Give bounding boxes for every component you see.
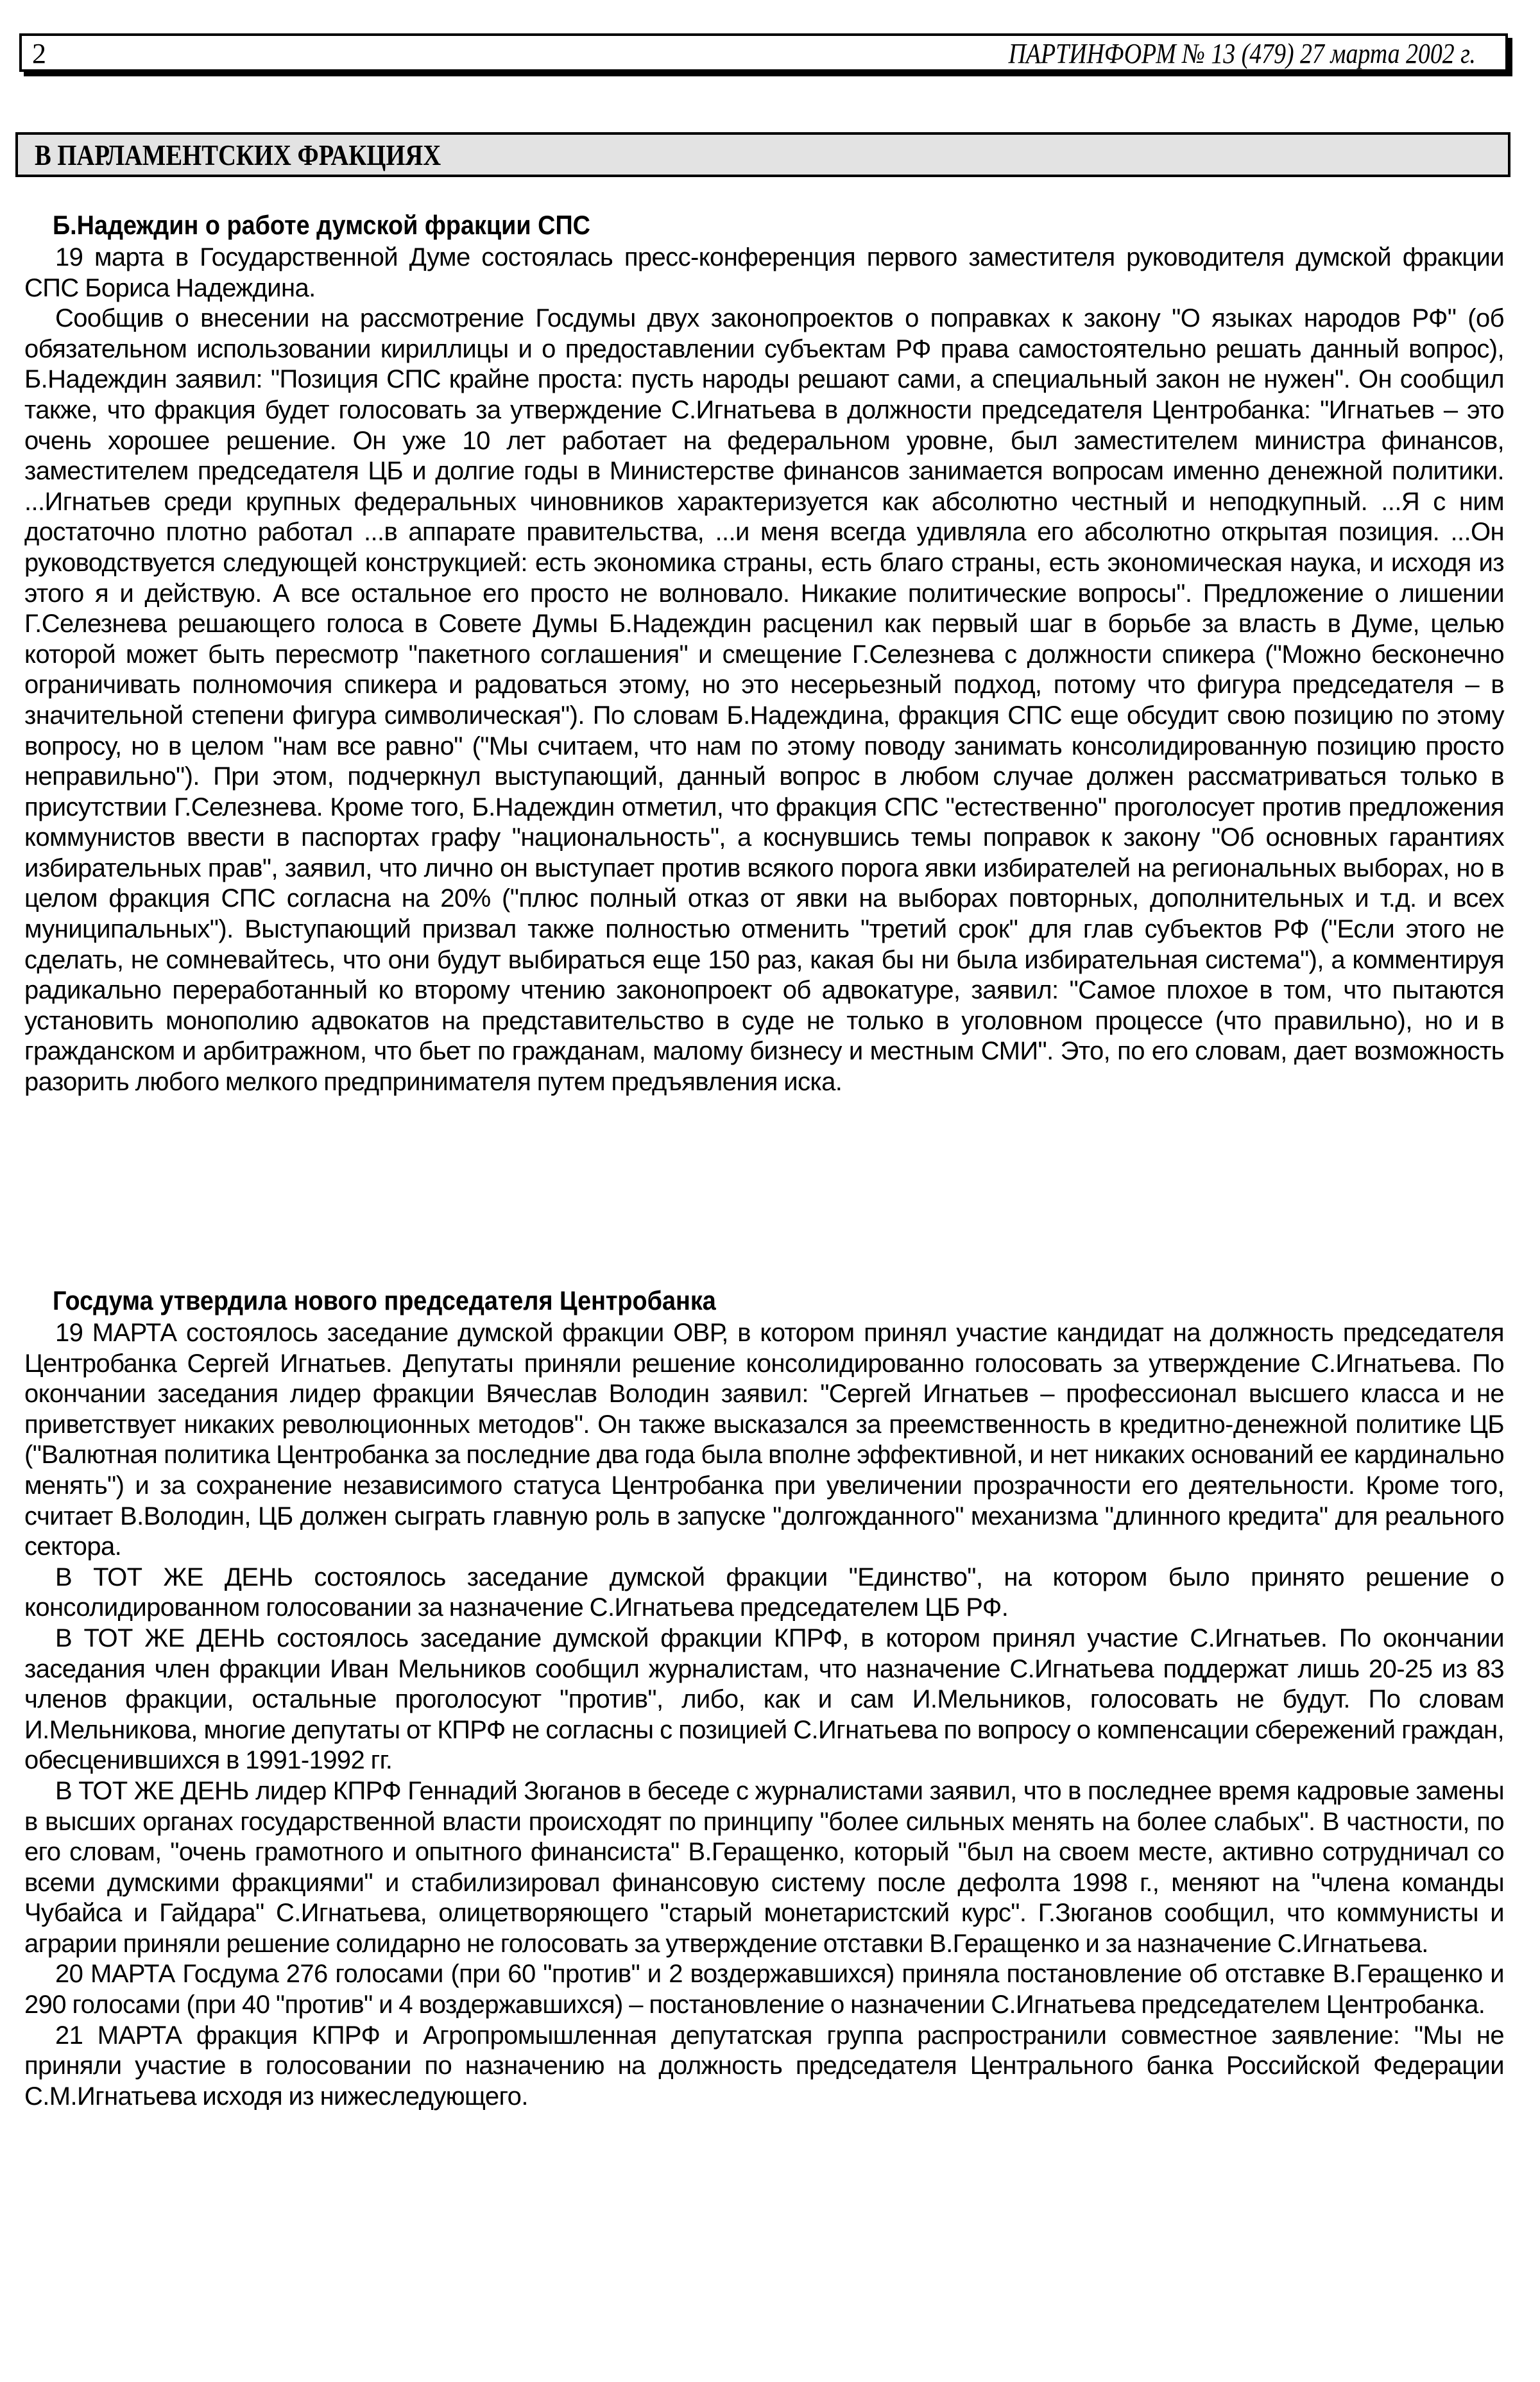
article-nadezhdin [24, 209, 1504, 1098]
article-title: Госдума утвердила нового председателя Центробанка [53, 1285, 716, 1315]
issue-title: ПАРТИНФОРМ № 13 (479) 27 марта 2002 г. [1008, 38, 1476, 69]
page-number: 2 [32, 38, 46, 69]
section-title: В ПАРЛАМЕНТСКИХ ФРАКЦИЯХ [35, 139, 441, 171]
article-paragraph: Сообщив о внесении на рассмотрение Госдумы двух законопроектов о поправках к закону "О языках народов РФ" (об обязательном использовании кириллицы и о предоставлении субъектам РФ права самостоятельно решать данный вопрос), Б.Надеждин заявил: "Позиция СПС крайне проста: пусть народы решают сами, а специальный закон не нужен". Он сообщил также, что фракция будет голосовать за утверждение С.Игнатьева в должности председателя Центробанка: "Игнатьев – это очень хорошее решение. Он уже 10 лет работает на федеральном уровне, был заместителем министра финансов, заместителем председателя ЦБ и долгие годы в Министерстве финансов занимается вопросам именно денежной политики. ...Игнатьев среди крупных федеральных чиновников характеризуется как абсолютно честный и неподкупный. ...Я с ним достаточно плотно работал ...в аппарате правительства, ...и меня всегда удивляла его абсолютно открытая позиция. ...Он руководствуется следующей конструкцией: есть экономика страны, есть благо страны, есть экономическая наука, и исходя из этого я и действую. А все остальное его просто не волновало. Никакие политические вопросы". Предложение о лишении Г.Селезнева решающего голоса в Совете Думы Б.Надеждин расценил как первый шаг в борьбе за власть в Думе, целью которой может быть пересмотр "пакетного соглашения" и смещение Г.Селезнева с должности спикера ("Можно бесконечно ограничивать полномочия спикера и радоваться этому, но это несерьезный подход, потому что фигура председателя – в значительной степени фигура символическая"). По словам Б.Надеждина, фракция СПС еще обсудит свою позицию по этому вопросу, но в целом "нам все равно" ("Мы считаем, что нам по этому поводу занимать консолидированную позицию просто неправильно"). При этом, подчеркнул выступающий, данный вопрос в любом случае должен рассматриваться только в присутствии Г.Селезнева. Кроме того, Б.Надеждин отметил, что фракция СПС "естественно" проголосует против предложения коммунистов ввести в паспортах графу "национальность", а коснувшись темы поправок к закону "Об основных гарантиях избирательных прав", заявил, что лично он выступает против всякого порога явки избирателей на региональных выборах, но в целом фракция СПС согласна на 20% ("плюс полный отказ от явки на выборах повторных, дополнительных и т.д. и всех муниципальных"). Выступающий призвал также полностью отменить "третий срок" для глав субъектов РФ ("Если этого не сделать, не сомневайтесь, что они будут выбираться еще 150 раз, какая бы ни была избирательная система"), а комментируя радикально переработанный ко второму чтению законопроект об адвокатуре, заявил: "Самое плохое в том, что пытаются установить монополию адвокатов на представительство в суде не только в уголовном процессе (что правильно), но и в гражданском и арбитражном, что бьет по гражданам, малому бизнесу и местным СМИ". Это, по его словам, дает возможность разорить любого мелкого предпринимателя путем предъявления иска. [24, 304, 1504, 1097]
page-header [19, 33, 1508, 72]
article-paragraph: В ТОТ ЖЕ ДЕНЬ состоялось заседание думской фракции "Единство", на котором было принято решение о консолидированном голосовании за назначение С.Игнатьева председателем ЦБ РФ. [24, 1563, 1504, 1622]
article-title: Б.Надеждин о работе думской фракции СПС [53, 210, 590, 240]
article-paragraph: В ТОТ ЖЕ ДЕНЬ состоялось заседание думской фракции КПРФ, в котором принял участие С.Игнатьев. По окончании заседания член фракции Иван Мельников сообщил журналистам, что назначение С.Игнатьева поддержат лишь 20-25 из 83 членов фракции, остальные проголосуют "против", либо, как и сам И.Мельников, голосовать не будут. По словам И.Мельникова, многие депутаты от КПРФ не согласны с позицией С.Игнатьева по вопросу о компенсации сбережений граждан, обесценившихся в 1991-1992 гг. [24, 1624, 1504, 1775]
article-paragraph: 20 МАРТА Госдума 276 голосами (при 60 "против" и 2 воздержавшихся) приняла постановление об отставке В.Геращенко и 290 голосами (при 40 "против" и 4 воздержавшихся) – постановление о назначении С.Игнатьева председателем Центробанка. [24, 1960, 1504, 2019]
section-banner [15, 132, 1510, 177]
article-paragraph: В ТОТ ЖЕ ДЕНЬ лидер КПРФ Геннадий Зюганов в беседе с журналистами заявил, что в последнее время кадровые замены в высших органах государственной власти происходят по принципу "более сильных менять на более слабых". В частности, по его словам, "очень грамотного и опытного финансиста" В.Геращенко, который "был на своем месте, активно сотрудничал со всеми думскими фракциями" и стабилизировал финансовую систему после дефолта 1998 г., меняют на "члена команды Чубайса и Гайдара" С.Игнатьева, олицетворяющего "старый монетаристский курс". Г.Зюганов сообщил, что коммунисты и аграрии приняли решение солидарно не голосовать за утверждение отставки В.Геращенко и за назначение С.Игнатьева. [24, 1776, 1504, 1958]
article-paragraph: 19 марта в Государственной Думе состоялась пресс-конференция первого заместителя руководителя думской фракции СПС Бориса Надеждина. [24, 243, 1504, 302]
article-central-bank [24, 1285, 1504, 2112]
article-paragraph: 19 МАРТА состоялось заседание думской фракции ОВР, в котором принял участие кандидат на должность председателя Центробанка Сергей Игнатьев. Депутаты приняли решение консолидированно голосовать за утверждение С.Игнатьева. По окончании заседания лидер фракции Вячеслав Володин заявил: "Сергей Игнатьев – профессионал высшего класса и не приветствует никаких революционных методов". Он также высказался за преемственность в кредитно-денежной политике ЦБ ("Валютная политика Центробанка за последние два года была вполне эффективной, и нет никаких оснований ее кардинально менять") и за сохранение независимого статуса Центробанка при увеличении прозрачности его деятельности. Кроме того, считает В.Володин, ЦБ должен сыграть главную роль в запуске "долгожданного" механизма "длинного кредита" для реального сектора. [24, 1319, 1504, 1561]
article-paragraph: 21 МАРТА фракция КПРФ и Агропромышленная депутатская группа распространили совместное заявление: "Мы не приняли участие в голосовании по назначению на должность председателя Центрального банка Российской Федерации С.М.Игнатьева исходя из нижеследующего. [24, 2021, 1504, 2111]
